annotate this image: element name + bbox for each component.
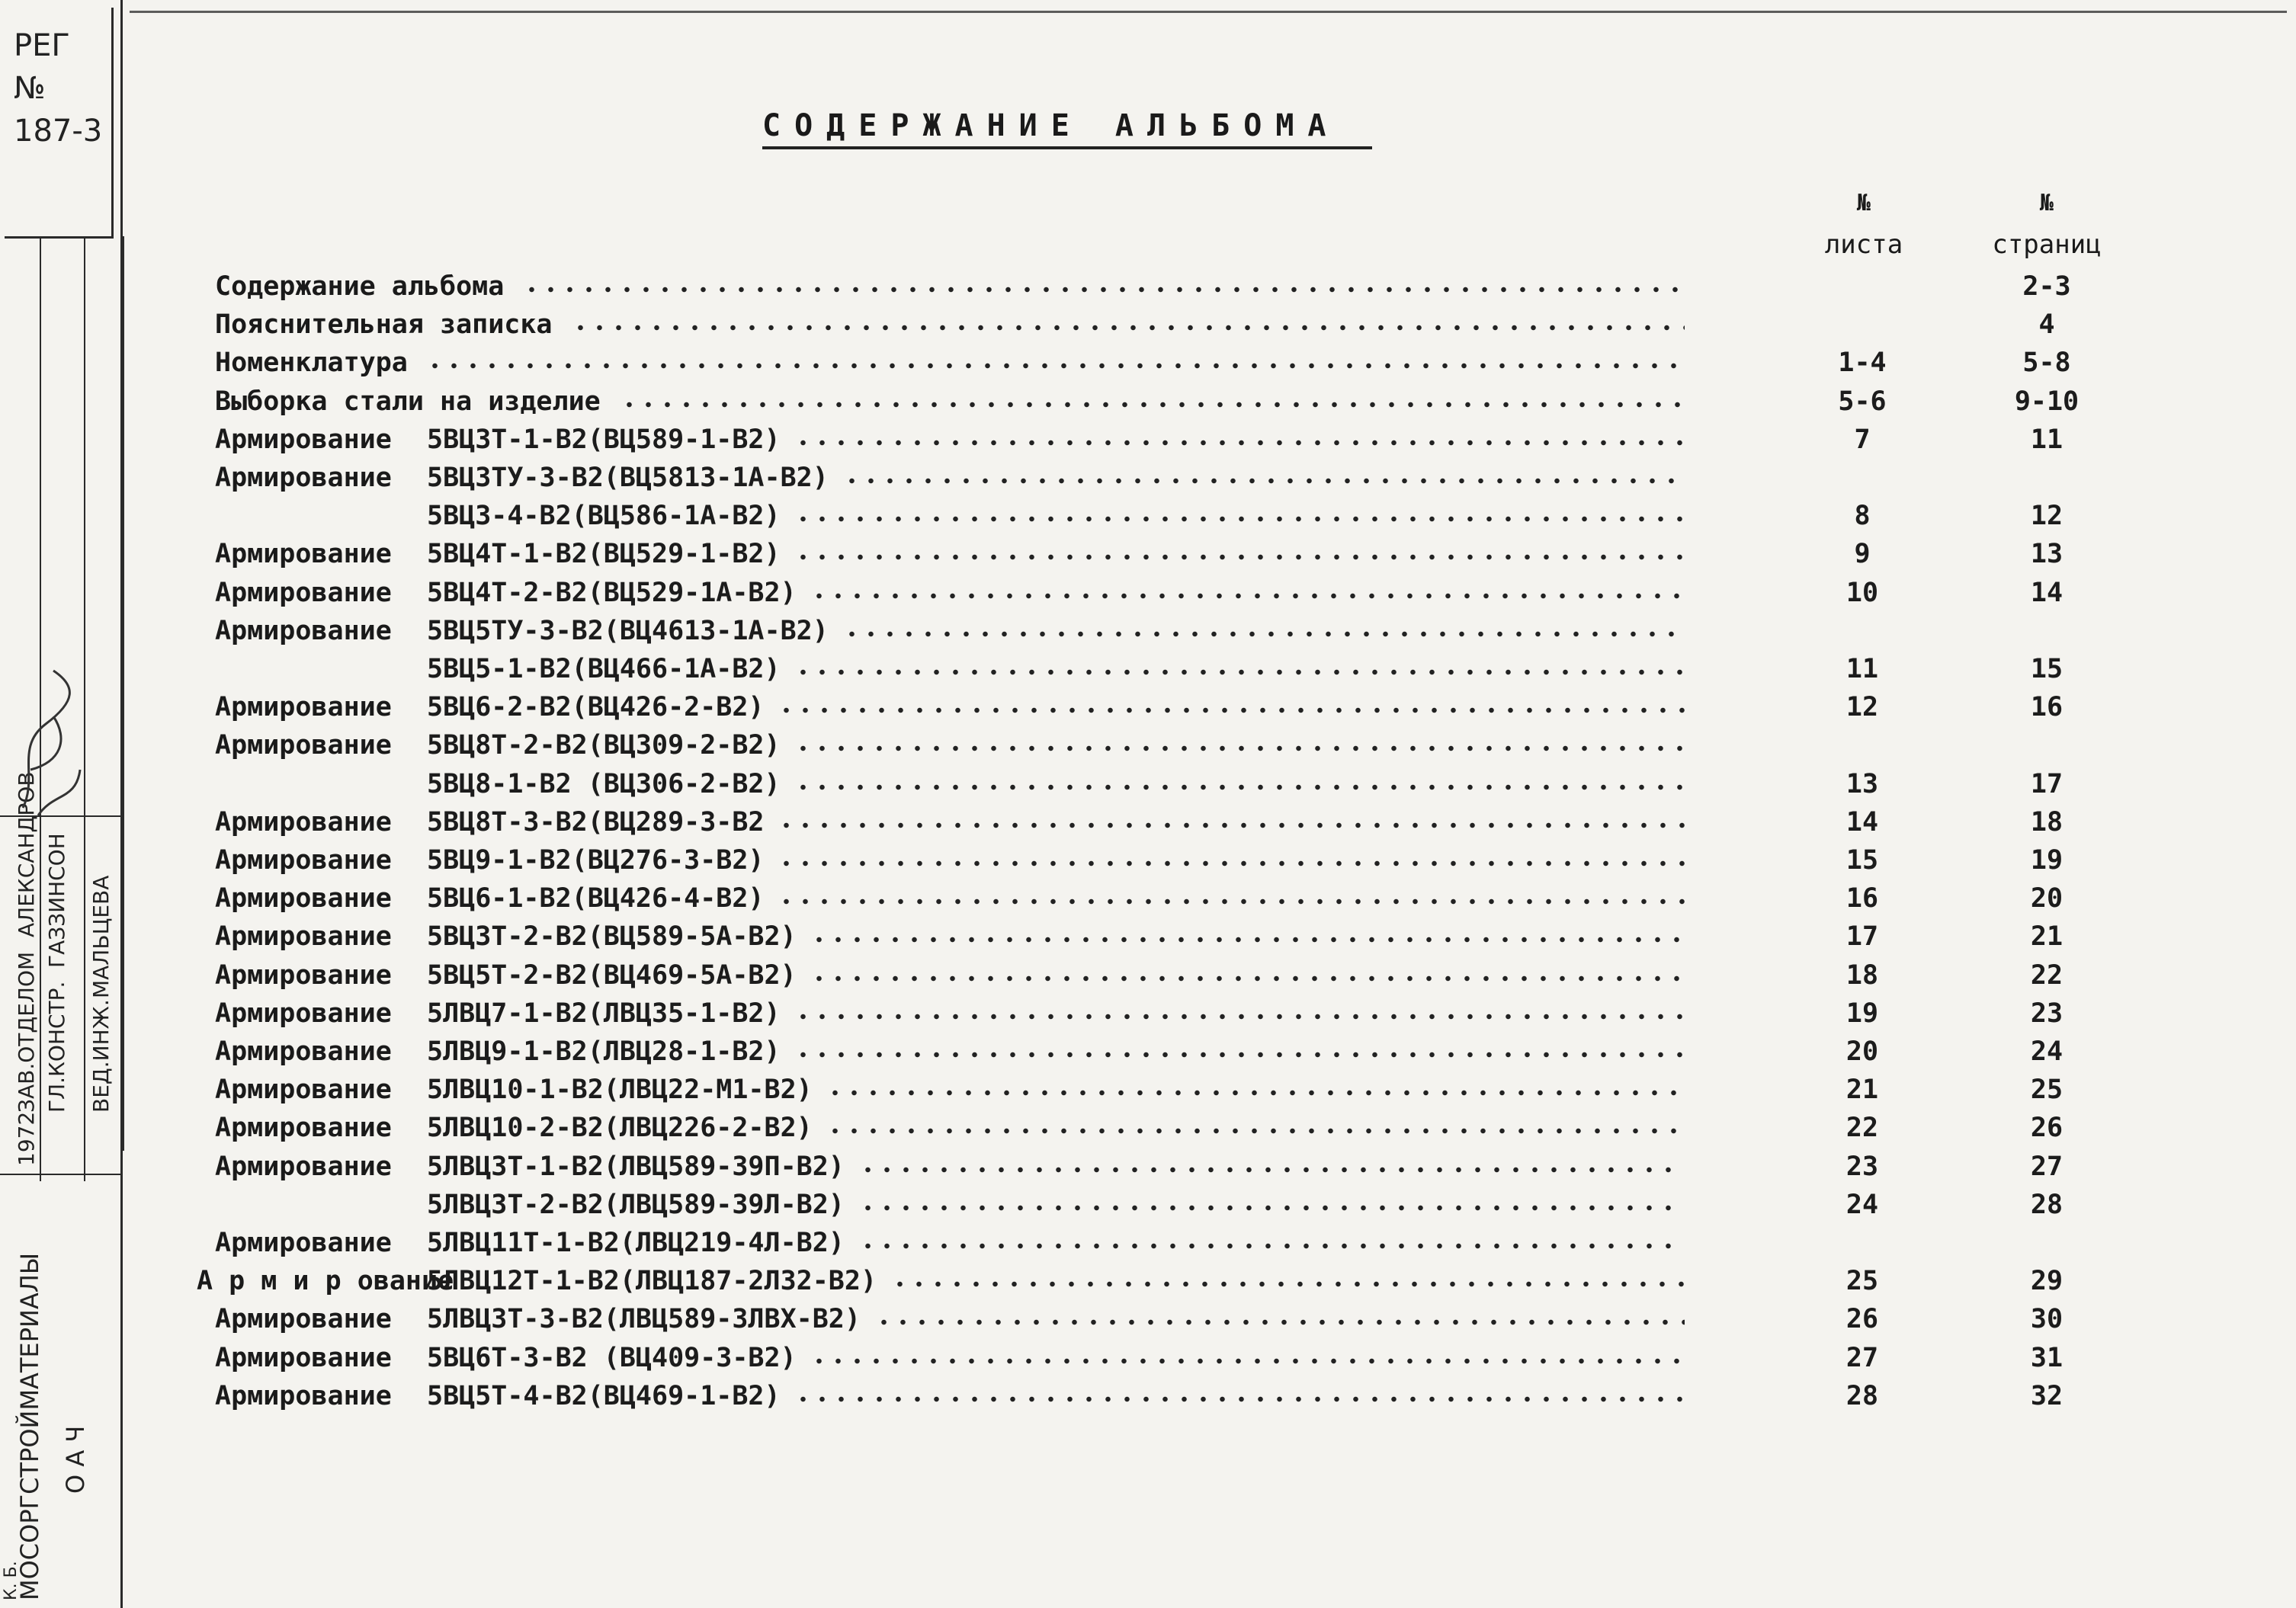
leader-dots <box>571 325 1685 331</box>
leader-dots <box>777 822 1685 828</box>
row-page-numbers: 21 <box>2030 921 2064 952</box>
row-page-numbers: 18 <box>2030 807 2064 838</box>
contents-row <box>0 842 2296 879</box>
row-label: Армирование <box>215 1381 392 1411</box>
row-label: Армирование <box>215 1304 392 1334</box>
row-drawing-code: 5ВЦ6-2-В2(ВЦ426-2-В2) <box>427 692 765 722</box>
contents-row <box>0 383 2296 420</box>
row-label: Армирование <box>215 578 392 608</box>
row-drawing-code: 5ВЦ3Т-1-В2(ВЦ589-1-В2) <box>427 424 781 455</box>
leader-dots <box>794 784 1685 790</box>
contents-row <box>0 651 2296 687</box>
row-sheet-number: 19 <box>1845 998 1879 1029</box>
pages-number-symbol: № <box>2039 190 2054 216</box>
stamp-name-1: АЛЕКСАНДРОВ <box>14 771 39 937</box>
row-label: Армирование <box>215 1152 392 1182</box>
row-label: Армирование <box>215 921 392 952</box>
contents-row <box>0 727 2296 764</box>
contents-row <box>0 1263 2296 1299</box>
row-sheet-number: 9 <box>1854 539 1871 569</box>
row-label: Армирование <box>215 1228 392 1258</box>
top-border-line <box>130 11 2287 13</box>
row-sheet-number: 10 <box>1845 578 1879 608</box>
stamp-name-2: ГАЗЗИНСОН <box>44 833 69 968</box>
row-sheet-number: 17 <box>1845 921 1879 952</box>
row-page-numbers: 32 <box>2030 1381 2064 1411</box>
registration-number <box>14 24 111 152</box>
leader-dots <box>794 1396 1685 1402</box>
contents-row <box>0 1071 2296 1108</box>
row-page-numbers: 26 <box>2030 1113 2064 1143</box>
leader-dots <box>810 975 1685 982</box>
row-page-numbers: 20 <box>2030 883 2064 914</box>
row-page-numbers: 24 <box>2030 1036 2064 1067</box>
leader-dots <box>842 478 1685 484</box>
row-page-numbers: 28 <box>2030 1190 2064 1220</box>
row-drawing-code: 5ЛВЦ3Т-2-В2(ЛВЦ589-39Л-В2) <box>427 1190 845 1220</box>
row-sheet-number: 22 <box>1845 1113 1879 1143</box>
leader-dots <box>777 707 1685 713</box>
row-sheet-number: 24 <box>1845 1190 1879 1220</box>
row-sheet-number: 7 <box>1854 424 1871 455</box>
row-sheet-number: 23 <box>1845 1152 1879 1182</box>
row-sheet-number: 26 <box>1845 1304 1879 1334</box>
row-drawing-code: 5ВЦ5ТУ-3-В2(ВЦ4613-1А-В2) <box>427 616 829 646</box>
leader-dots <box>810 1358 1685 1364</box>
org-code: О А Ч <box>61 1425 90 1494</box>
row-sheet-number: 5-6 <box>1838 386 1887 417</box>
row-drawing-code: 5ЛВЦ3Т-1-В2(ЛВЦ589-39П-В2) <box>427 1152 845 1182</box>
row-label: Армирование <box>215 539 392 569</box>
row-label: Номенклатура <box>215 348 408 378</box>
row-label: Армирование <box>215 1075 392 1105</box>
row-label: А р м и р ование <box>197 1266 454 1296</box>
stamp-name-3: МАЛЬЦЕВА <box>88 875 114 998</box>
leader-dots <box>794 516 1685 522</box>
contents-row <box>0 918 2296 955</box>
row-sheet-number: 25 <box>1845 1266 1879 1296</box>
row-drawing-code: 5ВЦ6-1-В2(ВЦ426-4-В2) <box>427 883 765 914</box>
row-drawing-code: 5ЛВЦ12Т-1-В2(ЛВЦ187-2Л32-В2) <box>427 1266 877 1296</box>
leader-dots <box>620 402 1685 408</box>
contents-row <box>0 995 2296 1032</box>
contents-row <box>0 306 2296 343</box>
contents-row <box>0 689 2296 726</box>
row-page-numbers: 5-8 <box>2022 348 2071 378</box>
contents-row <box>0 1378 2296 1414</box>
contents-row <box>0 421 2296 458</box>
contents-row <box>0 613 2296 649</box>
row-drawing-code: 5ВЦ6Т-3-В2 (ВЦ409-3-В2) <box>427 1343 797 1373</box>
leader-dots <box>777 860 1685 866</box>
row-page-numbers: 19 <box>2030 845 2064 876</box>
leader-dots <box>794 1052 1685 1058</box>
row-sheet-number: 1-4 <box>1838 348 1887 378</box>
contents-row <box>0 804 2296 841</box>
row-drawing-code: 5ВЦ5Т-4-В2(ВЦ469-1-В2) <box>427 1381 781 1411</box>
leader-dots <box>826 1090 1685 1096</box>
row-page-numbers: 14 <box>2030 578 2064 608</box>
row-label: Армирование <box>215 1113 392 1143</box>
row-page-numbers: 4 <box>2038 309 2055 340</box>
stamp-year: 1972 <box>14 1111 39 1166</box>
row-sheet-number: 11 <box>1845 654 1879 684</box>
row-label: Армирование <box>215 960 392 991</box>
contents-row <box>0 498 2296 534</box>
leader-dots <box>858 1167 1685 1173</box>
row-page-numbers: 30 <box>2030 1304 2064 1334</box>
row-label: Армирование <box>215 730 392 761</box>
row-label: Выборка стали на изделие <box>215 386 601 417</box>
leader-dots <box>794 745 1685 751</box>
row-drawing-code: 5ЛВЦ10-2-В2(ЛВЦ226-2-В2) <box>427 1113 813 1143</box>
org-prefix: К. Б. <box>2 1561 21 1600</box>
row-page-numbers: 27 <box>2030 1152 2064 1182</box>
leader-dots <box>777 898 1685 905</box>
row-sheet-number: 14 <box>1845 807 1879 838</box>
row-sheet-number: 15 <box>1845 845 1879 876</box>
registration-box <box>5 8 114 239</box>
row-drawing-code: 5ВЦ9-1-В2(ВЦ276-3-В2) <box>427 845 765 876</box>
contents-row <box>0 1225 2296 1261</box>
leader-dots <box>810 937 1685 943</box>
contents-row <box>0 575 2296 611</box>
page-title: СОДЕРЖАНИЕ АЛЬБОМА <box>762 108 1340 143</box>
leader-dots <box>874 1319 1685 1325</box>
row-label: Армирование <box>215 883 392 914</box>
leader-dots <box>890 1281 1685 1287</box>
row-sheet-number: 8 <box>1854 501 1871 531</box>
row-drawing-code: 5ЛВЦ10-1-В2(ЛВЦ22-М1-В2) <box>427 1075 813 1105</box>
row-page-numbers: 17 <box>2030 769 2064 799</box>
leader-dots <box>794 669 1685 675</box>
row-sheet-number: 27 <box>1845 1343 1879 1373</box>
contents-row <box>0 1033 2296 1070</box>
leader-dots <box>810 593 1685 599</box>
contents-row <box>0 344 2296 381</box>
row-page-numbers: 16 <box>2030 692 2064 722</box>
stamp-role-2: ГЛ.КОНСТР. <box>44 981 69 1113</box>
contents-row <box>0 1148 2296 1185</box>
sheet-column-label: листа <box>1824 229 1903 260</box>
leader-dots <box>842 631 1685 637</box>
org-name: МОСОРГСТРОЙМАТЕРИАЛЫ <box>15 1252 44 1600</box>
row-drawing-code: 5ВЦ8-1-В2 (ВЦ306-2-В2) <box>427 769 781 799</box>
row-label: Армирование <box>215 692 392 722</box>
leader-dots <box>794 554 1685 560</box>
row-sheet-number: 18 <box>1845 960 1879 991</box>
row-label: Армирование <box>215 424 392 455</box>
row-drawing-code: 5ВЦ4Т-2-В2(ВЦ529-1А-В2) <box>427 578 797 608</box>
row-sheet-number: 13 <box>1845 769 1879 799</box>
sheet-number-symbol: № <box>1856 190 1871 216</box>
row-label: Армирование <box>215 1036 392 1067</box>
contents-row <box>0 880 2296 917</box>
reg-value: 187-3 <box>14 114 103 149</box>
contents-row <box>0 1110 2296 1146</box>
pages-column-label: страниц <box>1992 229 2102 260</box>
row-label: Армирование <box>215 845 392 876</box>
leader-dots <box>794 440 1685 446</box>
row-drawing-code: 5ВЦ3ТУ-3-В2(ВЦ5813-1А-В2) <box>427 463 829 493</box>
row-drawing-code: 5ВЦ5-1-В2(ВЦ466-1А-В2) <box>427 654 781 684</box>
row-page-numbers: 15 <box>2030 654 2064 684</box>
row-sheet-number: 12 <box>1845 692 1879 722</box>
leader-dots <box>858 1205 1685 1211</box>
contents-row <box>0 1301 2296 1337</box>
row-page-numbers: 23 <box>2030 998 2064 1029</box>
row-page-numbers: 11 <box>2030 424 2064 455</box>
row-drawing-code: 5ВЦ8Т-3-В2(ВЦ289-3-В2 <box>427 807 765 838</box>
contents-row <box>0 268 2296 305</box>
row-drawing-code: 5ВЦ5Т-2-В2(ВЦ469-5А-В2) <box>427 960 797 991</box>
row-sheet-number: 16 <box>1845 883 1879 914</box>
contents-row <box>0 460 2296 496</box>
row-drawing-code: 5ЛВЦ7-1-В2(ЛВЦ35-1-В2) <box>427 998 781 1029</box>
stamp-role-3: ВЕД.ИНЖ. <box>88 999 114 1113</box>
row-label: Армирование <box>215 807 392 838</box>
row-page-numbers: 2-3 <box>2022 271 2071 302</box>
row-page-numbers: 9-10 <box>2014 386 2080 417</box>
contents-row <box>0 1340 2296 1376</box>
leader-dots <box>425 363 1685 369</box>
row-page-numbers: 22 <box>2030 960 2064 991</box>
row-sheet-number: 20 <box>1845 1036 1879 1067</box>
row-drawing-code: 5ВЦ4Т-1-В2(ВЦ529-1-В2) <box>427 539 781 569</box>
row-drawing-code: 5ЛВЦ9-1-В2(ЛВЦ28-1-В2) <box>427 1036 781 1067</box>
reg-label: РЕГ № <box>14 28 70 106</box>
row-label: Армирование <box>215 616 392 646</box>
row-drawing-code: 5ЛВЦ11Т-1-В2(ЛВЦ219-4Л-В2) <box>427 1228 845 1258</box>
row-sheet-number: 28 <box>1845 1381 1879 1411</box>
leader-dots <box>826 1128 1685 1134</box>
row-label: Содержание альбома <box>215 271 505 302</box>
contents-row <box>0 766 2296 802</box>
row-page-numbers: 13 <box>2030 539 2064 569</box>
title-underline <box>762 146 1372 149</box>
leader-dots <box>522 287 1685 293</box>
row-drawing-code: 5ВЦ3Т-2-В2(ВЦ589-5А-В2) <box>427 921 797 952</box>
row-page-numbers: 29 <box>2030 1266 2064 1296</box>
row-label: Армирование <box>215 1343 392 1373</box>
row-label: Армирование <box>215 463 392 493</box>
sheet-column-header <box>1807 183 1921 265</box>
pages-column-header <box>1982 183 2112 265</box>
row-page-numbers: 31 <box>2030 1343 2064 1373</box>
leader-dots <box>858 1243 1685 1249</box>
stamp-role-1: ЗАВ.ОТДЕЛОМ <box>14 951 39 1113</box>
leader-dots <box>794 1014 1685 1020</box>
row-drawing-code: 5ЛВЦ3Т-3-В2(ЛВЦ589-3ЛВХ-В2) <box>427 1304 861 1334</box>
contents-row <box>0 1187 2296 1223</box>
row-label: Армирование <box>215 998 392 1029</box>
row-drawing-code: 5ВЦ3-4-В2(ВЦ586-1А-В2) <box>427 501 781 531</box>
row-label: Пояснительная записка <box>215 309 553 340</box>
row-page-numbers: 25 <box>2030 1075 2064 1105</box>
row-page-numbers: 12 <box>2030 501 2064 531</box>
row-sheet-number: 21 <box>1845 1075 1879 1105</box>
contents-row <box>0 957 2296 994</box>
contents-row <box>0 536 2296 572</box>
row-drawing-code: 5ВЦ8Т-2-В2(ВЦ309-2-В2) <box>427 730 781 761</box>
